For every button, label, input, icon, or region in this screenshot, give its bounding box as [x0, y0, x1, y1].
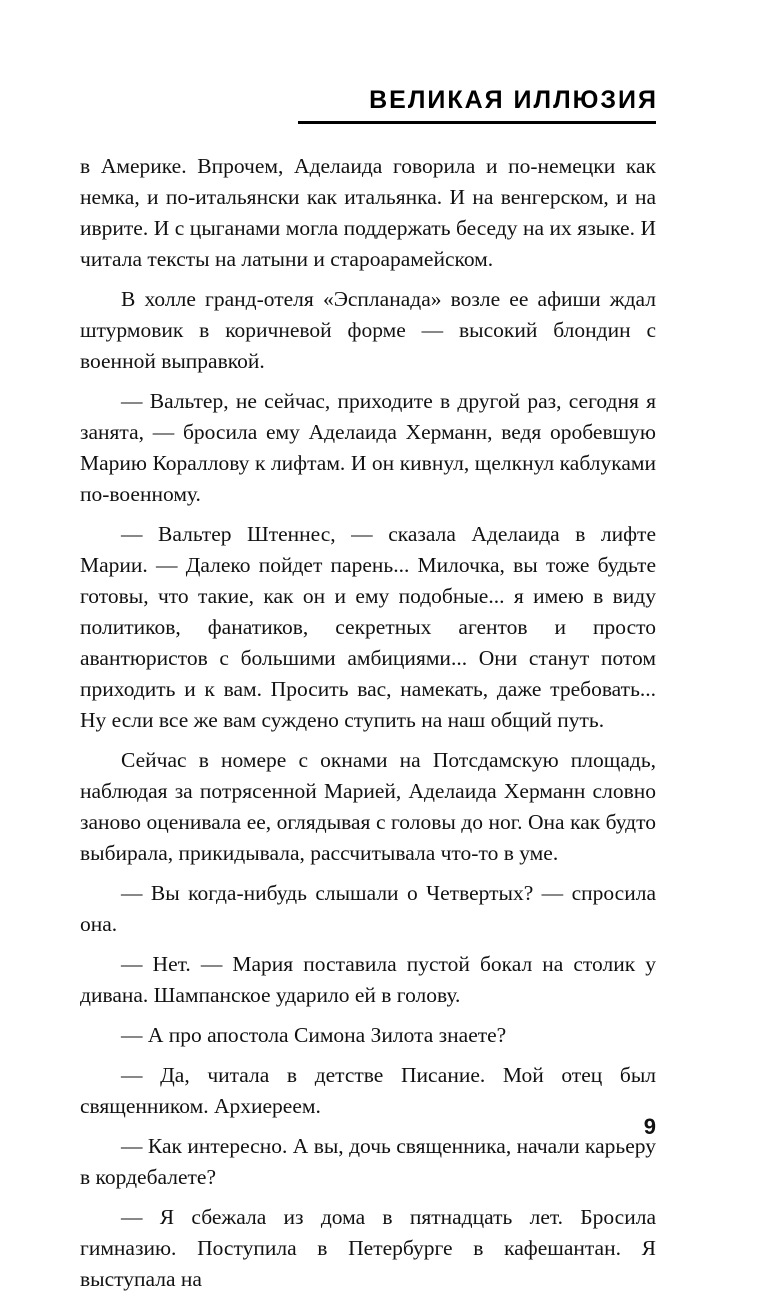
paragraph: в Америке. Впрочем, Аделаида говорила и по-немецки как немка, и по-итальянски как итальянка. И на венгерском, и на иврите. И с цыганами могла поддержать беседу на их языке. И читала тексты на латыни и староарамейском. [80, 154, 656, 271]
paragraph: — Вальтер, не сейчас, приходите в другой раз, сегодня я занята, — бросила ему Аделаида Херманн, ведя оробевшую Марию Кораллову к лифтам. И он кивнул, щелкнул каблуками по-военному. [80, 389, 656, 506]
paragraph: Сейчас в номере с окнами на Потсдамскую площадь, наблюдая за потрясенной Марией, Аделаида Херманн словно заново оценивала ее, оглядывая с головы до ног. Она как будто выбирала, прикидывала, рассчитывала что-то в уме. [80, 748, 656, 865]
header-rule [298, 121, 656, 124]
paragraph: — Я сбежала из дома в пятнадцать лет. Бросила гимназию. Поступила в Петербурге в кафешантан. Я выступала на [80, 1205, 656, 1291]
paragraph: — Нет. — Мария поставила пустой бокал на столик у дивана. Шампанское ударило ей в голову. [80, 952, 656, 1007]
page-number: 9 [643, 1114, 656, 1139]
paragraph: В холле гранд-отеля «Эспланада» возле ее афиши ждал штурмовик в коричневой форме — высокий блондин с военной выправкой. [80, 287, 656, 373]
paragraph: — Как интересно. А вы, дочь священника, начали карьеру в кордебалете? [80, 1134, 656, 1189]
paragraph: — Вальтер Штеннес, — сказала Аделаида в лифте Марии. — Далеко пойдет парень... Милочка, вы тоже будьте готовы, что такие, как он и ему подобные... я имею в виду политиков, фанатиков, секретных агентов и просто авантюристов с большими амбициями... Они станут потом приходить и к вам. Просить вас, намекать, даже требовать... Ну если все же вам суждено ступить на наш общий путь. [80, 522, 656, 732]
body-text [80, 151, 656, 1304]
paragraph: — А про апостола Симона Зилота знаете? [121, 1023, 507, 1047]
paragraph: — Вы когда-нибудь слышали о Четвертых? — спросила она. [80, 881, 656, 936]
paragraph: — Да, читала в детстве Писание. Мой отец был священником. Архиереем. [80, 1063, 656, 1118]
running-header-title: ВЕЛИКАЯ ИЛЛЮЗИЯ [369, 86, 658, 114]
